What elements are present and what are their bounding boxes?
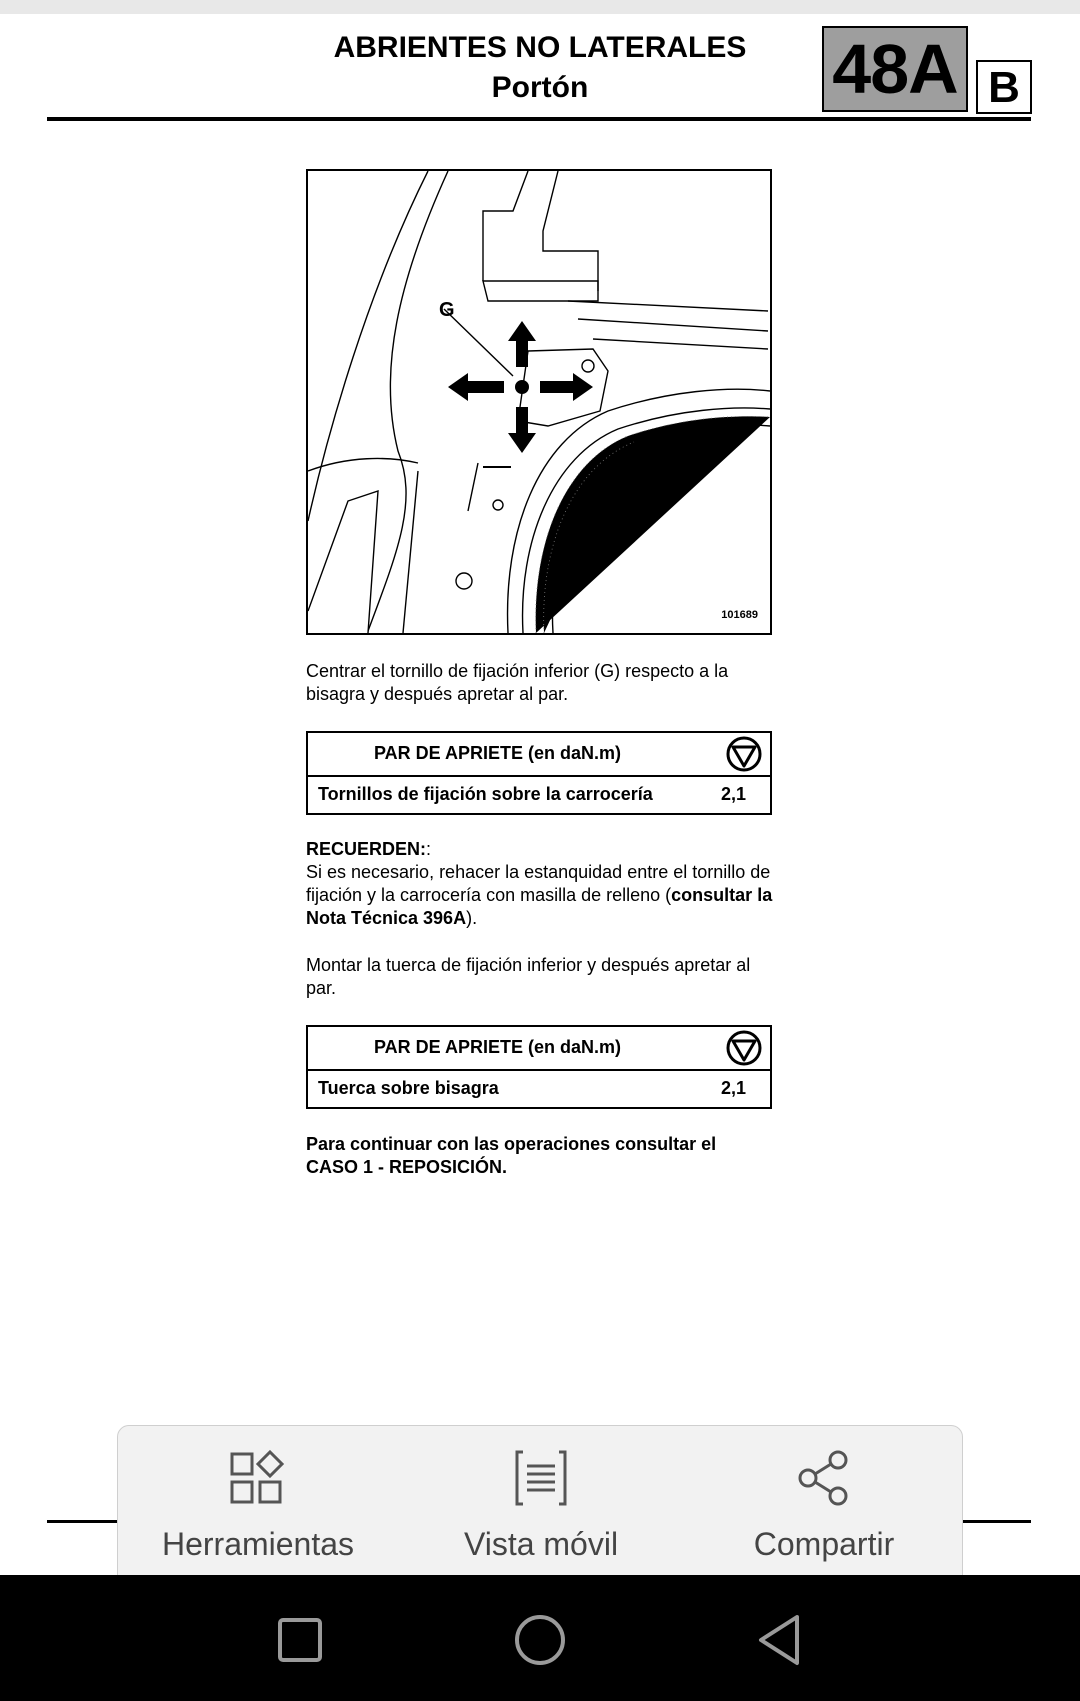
torque-icon (726, 736, 762, 772)
figure-code: 101689 (721, 609, 758, 621)
reminder-end: ). (466, 908, 478, 928)
tools-grid-icon (228, 1448, 288, 1508)
torque-table-header: PAR DE APRIETE (en daN.m) (374, 743, 622, 763)
share-icon (794, 1448, 854, 1508)
torque-row-label: Tuerca sobre bisagra (318, 1078, 499, 1098)
mobile-view-button[interactable] (401, 1426, 681, 1576)
footer-divider-left (47, 1520, 119, 1523)
reminder-title: RECUERDEN: (306, 839, 427, 859)
torque-row-label: Tornillos de fijación sobre la carrocería (318, 784, 653, 804)
reminder-text: Si es necesario, rehacer la estanquidad entre el tornillo de fijación y la carrocería con masilla de relleno ( (306, 862, 771, 905)
recents-button[interactable] (265, 1605, 335, 1675)
header-subtitle: Portón (491, 71, 589, 104)
home-button[interactable] (505, 1605, 575, 1675)
section-letter-badge: B (976, 60, 1032, 114)
section-code-badge: 48A (822, 26, 968, 112)
triangle-back-icon (761, 1617, 797, 1663)
square-icon (280, 1620, 320, 1660)
tools-button[interactable] (118, 1426, 398, 1576)
closing-note-line2: CASO 1 - REPOSICIÓN. (306, 1157, 508, 1177)
page-title (300, 28, 780, 108)
reminder-title-suffix: : (426, 839, 432, 859)
reminder-block (306, 838, 776, 930)
mobile-view-label: Vista móvil (463, 1526, 619, 1562)
header-title: ABRIENTES NO LATERALES (333, 31, 747, 64)
hinge-drawing-illustration (308, 171, 770, 633)
figure-callout-g: G (439, 299, 455, 321)
top-strip (0, 0, 1080, 14)
instruction-mount-nut: Montar la tuerca de fijación inferior y después apretar al par. (306, 955, 751, 998)
mobile-view-icon (511, 1448, 571, 1508)
closing-note-line1: Para continuar con las operaciones consultar el (306, 1134, 717, 1154)
torque-row-value: 2,1 (720, 784, 746, 804)
torque-row-value: 2,1 (720, 1078, 746, 1098)
footer-divider-right (962, 1520, 1031, 1523)
torque-table-nut (306, 1025, 772, 1109)
torque-table-header: PAR DE APRIETE (en daN.m) (374, 1037, 622, 1057)
torque-table-bolts (306, 731, 772, 815)
back-button[interactable] (745, 1605, 815, 1675)
share-button[interactable] (684, 1426, 964, 1576)
torque-icon (726, 1030, 762, 1066)
tools-label: Herramientas (161, 1526, 355, 1562)
share-label: Compartir (753, 1526, 895, 1562)
instruction-center-bolt: Centrar el tornillo de fijación inferior (G) respecto a la bisagra y después apretar al par. (306, 661, 729, 704)
system-navigation-bar (0, 1575, 1080, 1701)
closing-note (306, 1133, 776, 1179)
circle-icon (517, 1617, 563, 1663)
technical-figure (306, 169, 772, 635)
header-divider (47, 117, 1031, 121)
technical-note-reference[interactable]: consultar la Nota Técnica 396A (306, 885, 773, 928)
